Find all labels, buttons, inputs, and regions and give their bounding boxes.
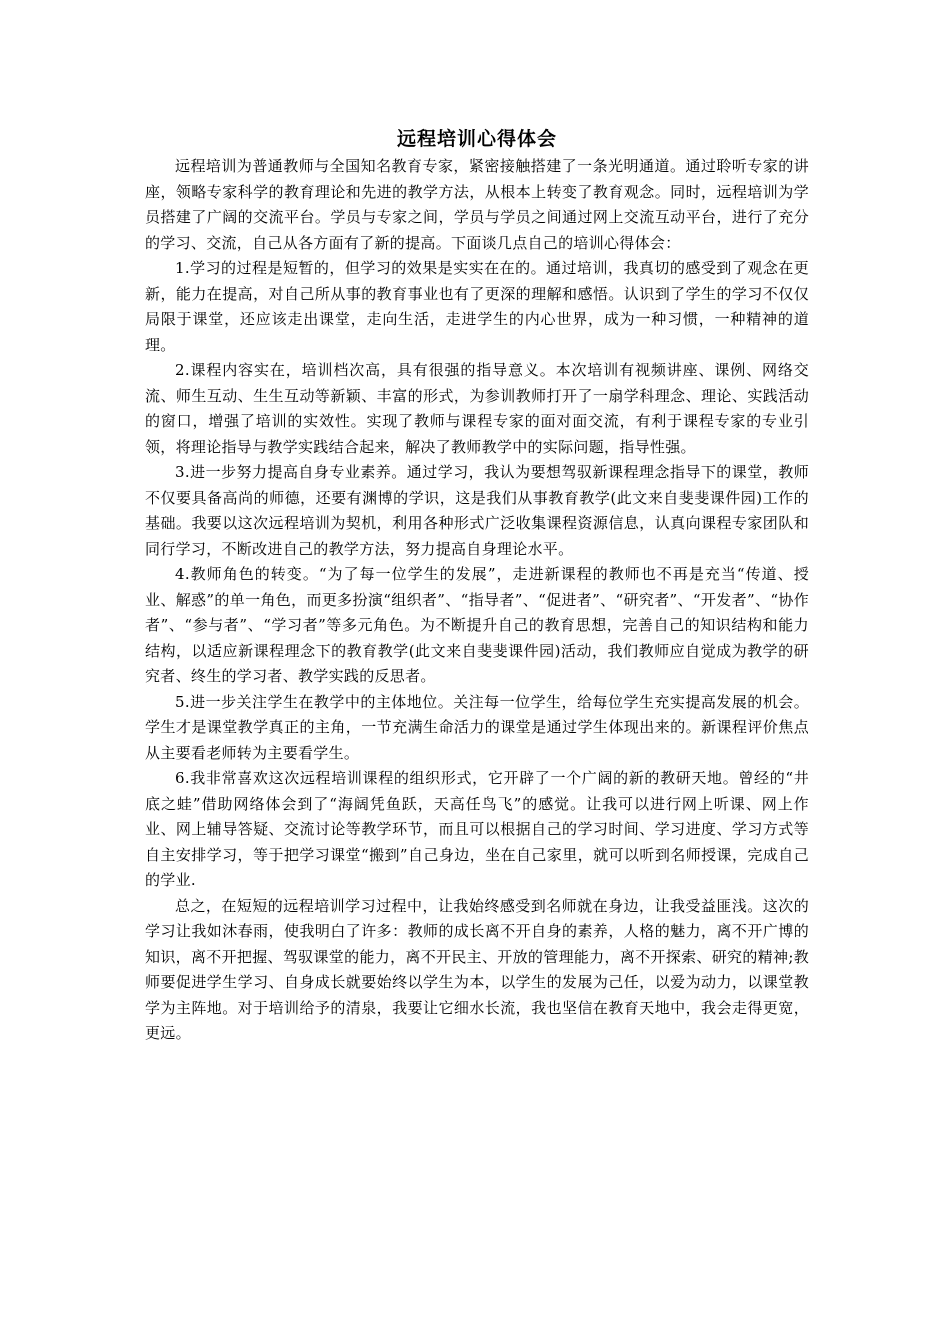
point-4-paragraph: 4.教师角色的转变。“为了每一位学生的发展”，走进新课程的教师也不再是充当“传道、授业、解惑”的单一角色，而更多扮演“组织者”、“指导者”、“促进者”、“研究者”、“开发者”、“协作者”、“参与者”、“学习者”等多元角色。为不断提升自己的教育思想，完善自己的知识结构和能力结构，以适应新课程理念下的教育教学(此文来自斐斐课件园)活动，我们教师应自觉成为教学的研究者、终生的学习者、教学实践的反思者。: [145, 565, 809, 685]
intro-paragraph: 远程培训为普通教师与全国知名教育专家，紧密接触搭建了一条光明通道。通过聆听专家的讲座，领略专家科学的教育理论和先进的教学方法，从根本上转变了教育观念。同时，远程培训为学员搭建了广阔的交流平台。学员与专家之间，学员与学员之间通过网上交流互动平台，进行了充分的学习、交流，自己从各方面有了新的提高。下面谈几点自己的培训心得体会：: [145, 157, 809, 252]
point-6-paragraph: 6.我非常喜欢这次远程培训课程的组织形式，它开辟了一个广阔的新的教研天地。曾经的“井底之蛙”借助网络体会到了“海阔凭鱼跃，天高任鸟飞”的感觉。让我可以进行网上听课、网上作业、网上辅导答疑、交流讨论等教学环节，而且可以根据自己的学习时间、学习进度、学习方式等自主安排学习，等于把学习课堂“搬到”自己身边，坐在自己家里，就可以听到名师授课，完成自己的学业.: [145, 769, 809, 889]
point-3-paragraph: 3.进一步努力提高自身专业素养。通过学习，我认为要想驾驭新课程理念指导下的课堂，教师不仅要具备高尚的师德，还要有渊博的学识，这是我们从事教育教学(此文来自斐斐课件园)工作的基础。我要以这次远程培训为契机，利用各种形式广泛收集课程资源信息，认真向课程专家团队和同行学习，不断改进自己的教学方法，努力提高自身理论水平。: [145, 463, 809, 558]
point-1-paragraph: 1.学习的过程是短暂的，但学习的效果是实实在在的。通过培训，我真切的感受到了观念在更新，能力在提高，对自己所从事的教育事业也有了更深的理解和感悟。认识到了学生的学习不仅仅局限于课堂，还应该走出课堂，走向生活，走进学生的内心世界，成为一种习惯，一种精神的道理。: [145, 259, 809, 354]
point-5-paragraph: 5.进一步关注学生在教学中的主体地位。关注每一位学生，给每位学生充实提高发展的机会。学生才是课堂教学真正的主角，一节充满生命活力的课堂是通过学生体现出来的。新课程评价焦点从主要看老师转为主要看学生。: [145, 692, 809, 762]
point-2-paragraph: 2.课程内容实在，培训档次高，具有很强的指导意义。本次培训有视频讲座、课例、网络交流、师生互动、生生互动等新颖、丰富的形式，为参训教师打开了一扇学科理念、理论、实践活动的窗口，增强了培训的实效性。实现了教师与课程专家的面对面交流，有利于课程专家的专业引领，将理论指导与教学实践结合起来，解决了教师教学中的实际问题，指导性强。: [145, 361, 809, 456]
conclusion-paragraph: 总之，在短短的远程培训学习过程中，让我始终感受到名师就在身边，让我受益匪浅。这次的学习让我如沐春雨，使我明白了许多：教师的成长离不开自身的素养，人格的魅力，离不开广博的知识，离不开把握、驾驭课堂的能力，离不开民主、开放的管理能力，离不开探索、研究的精神;教师要促进学生学习、自身成长就要始终以学生为本，以学生的发展为己任，以爱为动力，以课堂教学为主阵地。对于培训给予的清泉，我要让它细水长流，我也坚信在教育天地中，我会走得更宽，更远。: [145, 896, 809, 1042]
document-page: [145, 124, 809, 1047]
document-title: 远程培训心得体会: [396, 128, 557, 150]
